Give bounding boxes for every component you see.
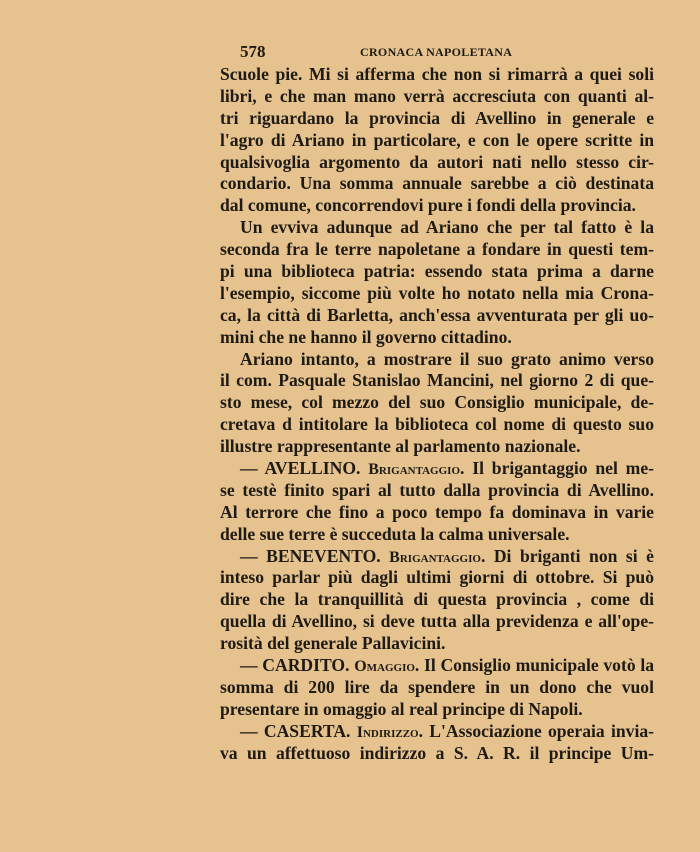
text-segment: somma di 200 lire da spendere in un dono che vuol: [220, 676, 654, 697]
text-line: [220, 370, 654, 392]
text-line: [220, 86, 654, 108]
text-segment: il com. Pasquale Stanislao Mancini, nel giorno 2 di que-: [220, 370, 654, 391]
text-segment: Scuole pie. Mi si afferma che non si rimarrà a quei soli: [220, 64, 654, 84]
text-segment: dire che la tranquillità di questa provincia , come di: [220, 589, 654, 610]
text-segment: — AVELLINO.: [240, 458, 369, 479]
body-text: [220, 64, 654, 765]
text-line: [220, 108, 654, 130]
text-segment: quella di Avellino, si deve tutta alla previdenza e all'ope-: [220, 611, 654, 632]
text-line: [220, 546, 654, 568]
text-segment: libri, e che man mano verrà accresciuta con quanti al-: [220, 85, 654, 106]
section-subject: Omaggio: [354, 658, 415, 676]
text-segment: rosità del generale Pallavicini.: [220, 633, 446, 654]
section-subject: Indirizzo: [356, 723, 419, 741]
text-segment: Un evviva adunque ad Ariano che per tal fatto è la: [240, 217, 654, 238]
text-segment: se testè finito spari al tutto dalla provincia di Avellino.: [220, 479, 654, 500]
text-segment: qualsivoglia argomento da autori nati nello stesso cir-: [220, 151, 654, 172]
text-segment: cretava d intitolare la biblioteca col nome di questo suo: [220, 414, 654, 435]
text-line: [220, 655, 654, 677]
text-line: [220, 721, 654, 743]
text-line: [220, 195, 654, 217]
text-line: [220, 64, 654, 86]
text-line: [220, 524, 654, 546]
text-line: [220, 480, 654, 502]
text-segment: dal comune, concorrendovi pure i fondi della provincia.: [220, 195, 636, 216]
text-segment: . Il brigantaggio nel me-: [460, 458, 655, 479]
text-line: [220, 173, 654, 195]
text-line: [220, 152, 654, 174]
text-line: [220, 349, 654, 371]
text-segment: inteso parlar più dagli ultimi giorni di ottobre. Si può: [220, 567, 654, 588]
text-segment: l'esempio, siccome più volte ho notato nella mia Crona-: [220, 282, 654, 303]
text-line: [220, 633, 654, 655]
text-line: [220, 567, 654, 589]
text-segment: tri riguardano la provincia di Avellino in generale e: [220, 107, 654, 128]
text-segment: — CARDITO.: [240, 655, 355, 676]
text-segment: delle sue terre è succeduta la calma universale.: [220, 523, 570, 544]
text-segment: illustre rappresentante al parlamento nazionale.: [220, 436, 581, 457]
running-title: CRONACA NAPOLETANA: [360, 45, 513, 59]
text-segment: Al terrore che fino a poco tempo fa dominava in varie: [220, 501, 654, 522]
text-line: [220, 327, 654, 349]
text-line: [220, 699, 654, 721]
text-segment: l'agro di Ariano in particolare, e con le opere scritte in: [220, 129, 654, 150]
text-segment: ca, la città di Barletta, anch'essa avventurata per gli uo-: [220, 304, 654, 325]
text-segment: — CASERTA.: [240, 720, 357, 741]
text-line: [220, 283, 654, 305]
text-line: [220, 414, 654, 436]
text-segment: pi una biblioteca patria: essendo stata prima a darne: [220, 261, 654, 282]
text-line: [220, 743, 654, 765]
text-line: [220, 458, 654, 480]
text-line: [220, 217, 654, 239]
text-line: [220, 261, 654, 283]
text-segment: condario. Una somma annuale sarebbe a ciò destinata: [220, 173, 654, 194]
text-line: [220, 436, 654, 458]
text-line: [220, 677, 654, 699]
text-segment: mini che ne hanno il governo cittadino.: [220, 326, 512, 347]
text-segment: . Il Consiglio municipale votò la: [414, 655, 655, 676]
section-subject: Brigantaggio: [389, 548, 481, 566]
page-header: [220, 40, 654, 64]
text-segment: . Di briganti non si è: [480, 545, 654, 566]
page-number: 578: [240, 42, 266, 61]
text-segment: Ariano intanto, a mostrare il suo grato animo verso: [240, 348, 654, 369]
text-segment: sto mese, col mezzo del suo Consiglio municipale, de-: [220, 392, 654, 413]
text-segment: presentare in omaggio al real principe di Napoli.: [220, 698, 583, 719]
text-segment: va un affettuoso indirizzo a S. A. R. il principe Um-: [220, 742, 654, 763]
text-line: [220, 502, 654, 524]
section-subject: Brigantaggio: [368, 461, 461, 479]
text-segment: seconda fra le terre napoletane a fondare in questi tem-: [220, 239, 654, 260]
text-line: [220, 611, 654, 633]
text-line: [220, 589, 654, 611]
text-line: [220, 392, 654, 414]
text-line: [220, 305, 654, 327]
text-segment: . L'Associazione operaia invia-: [418, 720, 654, 741]
text-line: [220, 130, 654, 152]
text-line: [220, 239, 654, 261]
text-segment: — BENEVENTO.: [240, 545, 390, 566]
book-page: [220, 40, 654, 765]
